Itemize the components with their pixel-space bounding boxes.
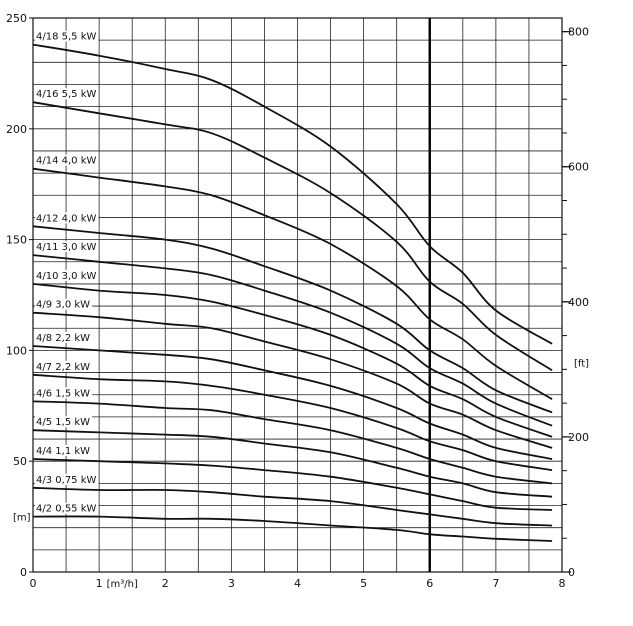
x-tick-label: 3 [227, 577, 235, 590]
series-line [33, 284, 552, 437]
y-right-tick-label: 400 [568, 295, 589, 309]
y-right-tick-label: 200 [568, 430, 589, 444]
series-line [33, 226, 552, 412]
series-line [33, 488, 552, 526]
x-tick-label: 0 [29, 577, 37, 590]
series-label: 4/16 5,5 kW [36, 89, 97, 101]
series-label: 4/7 2,2 kW [36, 361, 91, 373]
x-tick-label: 4 [294, 577, 301, 590]
series-label: 4/12 4,0 kW [36, 213, 97, 225]
series-label: 4/18 5,5 kW [36, 31, 97, 43]
y-right-unit-label: [ft] [574, 358, 590, 370]
x-tick-label: 6 [426, 577, 434, 590]
y-left-tick-label: 200 [6, 122, 27, 136]
series-label: 4/10 3,0 kW [36, 270, 97, 282]
series-line [33, 102, 552, 370]
x-tick-label: 5 [360, 577, 368, 590]
series-label: 4/11 3,0 kW [36, 242, 97, 254]
series-label: 4/9 3,0 kW [36, 299, 91, 311]
x-tick-label: 1 [95, 577, 103, 590]
series-line [33, 346, 552, 459]
y-left-tick-label: 150 [6, 233, 27, 247]
y-left-tick-label: 100 [6, 344, 27, 358]
y-left-tick-label: 0 [20, 566, 27, 579]
y-left-tick-label: 50 [13, 455, 27, 469]
x-axis-unit-label: [m³/h] [106, 579, 138, 590]
y-left-unit-label: [m] [13, 512, 31, 524]
x-tick-label: 7 [492, 577, 500, 590]
series-label: 4/5 1,5 kW [36, 417, 91, 429]
series-label: 4/2 0,55 kW [36, 503, 97, 515]
series-label: 4/4 1,1 kW [36, 445, 91, 457]
series-label: 4/6 1,5 kW [36, 388, 91, 400]
y-right-tick-label: 0 [568, 566, 575, 579]
series-label: 4/3 0,75 kW [36, 474, 97, 486]
x-tick-label: 2 [161, 577, 169, 590]
y-left-tick-label: 250 [6, 12, 27, 25]
series-line [33, 401, 552, 483]
y-right-tick-label: 800 [568, 25, 589, 39]
x-tick-label: 8 [558, 577, 566, 590]
y-right-tick-label: 600 [568, 160, 589, 174]
series-label: 4/8 2,2 kW [36, 332, 91, 344]
series-label: 4/14 4,0 kW [36, 155, 97, 167]
series-line [33, 375, 552, 470]
series-line [33, 459, 552, 510]
